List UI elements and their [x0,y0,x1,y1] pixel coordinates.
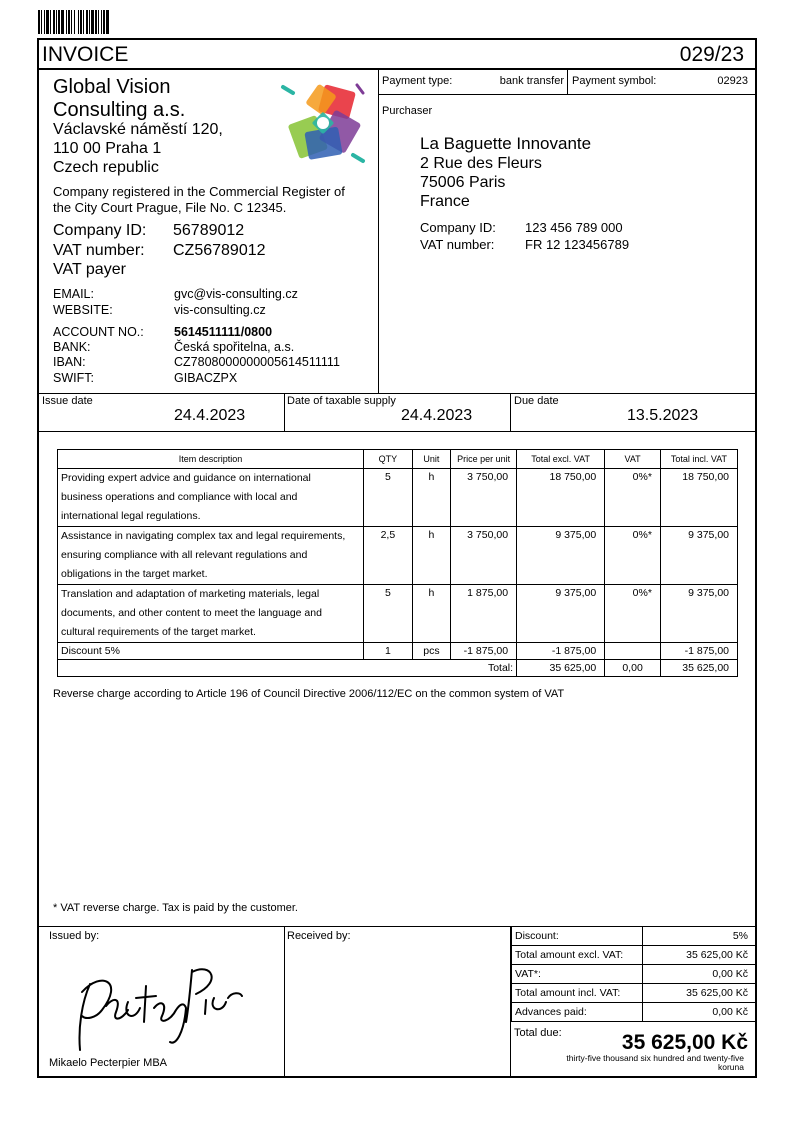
website-label: WEBSITE: [53,303,113,317]
company-logo-icon [278,78,368,168]
item-price: 1 875,00 [451,585,517,643]
payment-symbol: 02923 [717,75,748,87]
item-total-incl: 9 375,00 [660,585,737,643]
received-by-label: Received by: [287,930,351,942]
supplier-address: Czech republic [53,159,159,176]
supplier-company-id: 56789012 [173,222,245,239]
purchaser-vat-label: VAT number: [420,237,495,252]
item-description-line: ensuring compliance with all relevant regulations and [61,549,308,561]
summary-value: 35 625,00 Kč [643,984,756,1003]
due-date-label: Due date [514,395,559,407]
account-label: ACCOUNT NO.: [53,325,144,339]
item-unit: h [412,585,451,643]
item-price: -1 875,00 [451,643,517,660]
item-qty: 5 [364,469,413,527]
item-qty: 5 [364,585,413,643]
totals-row [58,660,738,677]
column-header: QTY [364,450,413,469]
purchaser-address: France [420,193,470,210]
item-total-incl: 18 750,00 [660,469,737,527]
item-total-excl: 9 375,00 [517,527,605,585]
total-vat: 0,00 [605,660,661,677]
item-total-incl: -1 875,00 [660,643,737,660]
divider [567,69,568,94]
purchaser-vat-number: FR 12 123456789 [525,237,630,252]
supplier-vat-label: VAT number: [53,242,145,259]
summary-label: Total amount excl. VAT: [512,946,643,965]
reverse-charge-note: Reverse charge according to Article 196 of Council Directive 2006/112/EC on the common system of VAT [53,688,565,700]
column-header: VAT [605,450,661,469]
divider [284,393,285,431]
item-vat: 0%* [605,527,661,585]
supplier-register: the City Court Prague, File No. C 12345. [53,200,287,215]
logo-shape [283,87,293,93]
summary-row [512,927,756,946]
account-number: 5614511111/0800 [174,325,273,339]
purchaser-address: 2 Rue des Fleurs [420,155,542,172]
signature [72,962,252,1057]
summary-label: Total amount incl. VAT: [512,984,643,1003]
item-vat: 0%* [605,585,661,643]
supplier-register: Company registered in the Commercial Register of [53,184,345,199]
divider [378,69,379,393]
column-header: Unit [412,450,451,469]
item-unit: h [412,527,451,585]
supplier-vat-number: CZ56789012 [173,242,266,259]
item-description [58,527,364,585]
item-description-line: international legal regulations. [61,510,201,522]
summary-label: Discount: [512,927,643,946]
summary-table [511,926,756,1022]
summary-row [512,946,756,965]
item-total-excl: 9 375,00 [517,585,605,643]
purchaser-label: Purchaser [382,105,433,117]
divider [38,393,757,394]
divider [510,393,511,431]
issued-by-label: Issued by: [49,930,100,942]
item-description-line: obligations in the target market. [61,568,208,580]
item-description-line: cultural requirements of the target market. [61,626,256,638]
invoice-title: INVOICE [42,43,129,66]
summary-label: Advances paid: [512,1003,643,1022]
item-description-line: documents, and other content to meet the language and [61,607,322,619]
item-description-line: Providing expert advice and guidance on international [61,472,311,484]
summary-row [512,1003,756,1022]
column-header: Total incl. VAT [660,450,737,469]
item-description [58,585,364,643]
total-due-label: Total due: [514,1027,562,1039]
item-description: Discount 5% [58,643,364,660]
iban-label: IBAN: [53,355,86,369]
taxable-supply-date-label: Date of taxable supply [287,395,396,407]
logo-shape [317,117,329,129]
item-vat [605,643,661,660]
item-total-excl: -1 875,00 [517,643,605,660]
item-description-line: Translation and adaptation of marketing materials, legal [61,588,320,600]
item-unit: h [412,469,451,527]
taxable-supply-date: 24.4.2023 [401,407,473,424]
issue-date-label: Issue date [42,395,93,407]
column-header: Item description [58,450,364,469]
summary-row [512,984,756,1003]
supplier-name: Global Vision [53,76,171,98]
item-total-incl: 9 375,00 [660,527,737,585]
bank-label: BANK: [53,340,91,354]
item-qty: 2,5 [364,527,413,585]
column-header: Price per unit [451,450,517,469]
email-link[interactable]: gvc@vis-consulting.cz [174,287,298,301]
website-link[interactable]: vis-consulting.cz [174,303,266,317]
item-price: 3 750,00 [451,469,517,527]
total-label: Total: [58,660,517,677]
table-row [58,643,738,660]
summary-value: 5% [643,927,756,946]
due-date: 13.5.2023 [627,407,699,424]
summary-value: 0,00 Kč [643,965,756,984]
total-excl: 35 625,00 [517,660,605,677]
purchaser-address: 75006 Paris [420,174,506,191]
table-row [58,469,738,527]
vat-footnote: * VAT reverse charge. Tax is paid by the customer. [53,902,298,914]
payment-type: bank transfer [499,75,564,87]
total-due-words: koruna [718,1062,744,1072]
item-qty: 1 [364,643,413,660]
item-unit: pcs [412,643,451,660]
iban: CZ7808000000005614511111 [174,355,340,369]
supplier-name: Consulting a.s. [53,99,186,121]
email-label: EMAIL: [53,287,94,301]
total-due-words: thirty-five thousand six hundred and twenty-five [566,1053,744,1063]
purchaser-name: La Baguette Innovante [420,134,592,153]
table-header-row [58,450,738,469]
divider [284,926,285,1078]
divider [38,431,757,432]
logo-shape [353,155,363,161]
divider [38,68,757,70]
swift-label: SWIFT: [53,371,94,385]
barcode [38,10,142,34]
item-total-excl: 18 750,00 [517,469,605,527]
items-table [57,449,738,677]
item-description-line: business operations and compliance with local and [61,491,298,503]
bank-name: Česká spořitelna, a.s. [174,340,295,354]
total-incl: 35 625,00 [660,660,737,677]
payment-symbol-label: Payment symbol: [572,75,657,87]
payment-type-label: Payment type: [382,75,453,87]
purchaser-company-id-label: Company ID: [420,220,496,235]
logo-shape [357,85,363,93]
swift: GIBACZPX [174,371,238,385]
supplier-company-id-label: Company ID: [53,222,147,239]
barcode-bar [109,10,110,34]
item-description [58,469,364,527]
supplier-address: 110 00 Praha 1 [53,140,162,157]
item-price: 3 750,00 [451,527,517,585]
purchaser-company-id: 123 456 789 000 [525,220,623,235]
summary-value: 0,00 Kč [643,1003,756,1022]
table-row [58,527,738,585]
summary-row [512,965,756,984]
table-row [58,585,738,643]
column-header: Total excl. VAT [517,450,605,469]
issuer-name: Mikaelo Pecterpier MBA [49,1057,167,1069]
issue-date: 24.4.2023 [174,407,246,424]
invoice-number: 029/23 [679,43,744,66]
item-description-line: Assistance in navigating complex tax and legal requirements, [61,530,346,542]
supplier-address: Václavské náměstí 120, [53,121,223,138]
item-vat: 0%* [605,469,661,527]
total-due: 35 625,00 Kč [621,1031,748,1054]
summary-label: VAT*: [512,965,643,984]
summary-value: 35 625,00 Kč [643,946,756,965]
divider [379,94,757,95]
supplier-vat-payer: VAT payer [53,261,126,278]
